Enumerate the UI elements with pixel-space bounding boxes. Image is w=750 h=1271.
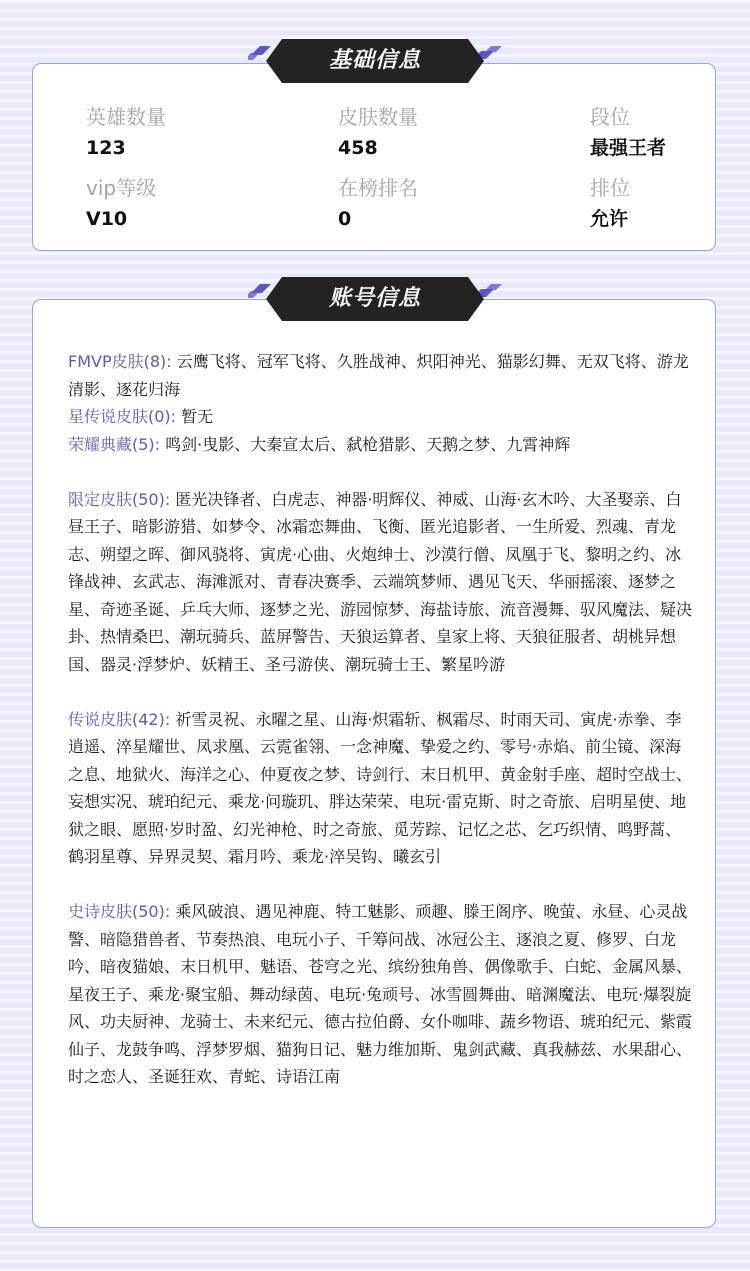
skin-category-label: 传说皮肤(42):	[68, 709, 171, 729]
stat-value: 458	[338, 137, 378, 159]
stat-label: 排位	[590, 176, 630, 200]
skin-category-label: FMVP皮肤(8):	[68, 352, 172, 371]
skin-items: 暂无	[181, 407, 214, 426]
stat-leaderboard	[338, 174, 418, 233]
section-title-account	[248, 275, 502, 323]
stat-label: vip等级	[86, 176, 157, 200]
basic-info-card	[32, 63, 716, 251]
skin-items: 云鹰飞将、冠军飞将、久胜战神、炽阳神光、猫影幻舞、无双飞将、游龙清影、逐花归海	[68, 352, 689, 399]
skin-category-label: 荣耀典藏(5):	[68, 434, 161, 454]
skin-items: 乘风破浪、遇见神鹿、特工魅影、顽趣、滕王阁序、晚萤、永昼、心灵战警、暗隐猎兽者、节奏热浪、电玩小子、千筹问战、冰冠公主、逐浪之夏、修罗、白龙吟、暗夜猫娘、末日机甲、魅语、苍穹之光、缤纷独角兽、偶像歌手、白蛇、金属风暴、星夜王子、乘龙·聚宝船、舞动绿茵、电玩·兔顽号、冰雪圆舞曲、暗渊魔法、电玩·爆裂旋风、功夫厨神、龙骑士、未来纪元、德古拉伯爵、女仆咖啡、蔬乡物语、琥珀纪元、紫霞仙子、龙鼓争鸣、浮梦罗烟、猫狗日记、魅力维加斯、鬼剑武藏、真我赫兹、水果甜心、时之恋人、圣诞狂欢、青蛇、诗语江南	[68, 902, 693, 1086]
skin-group-star-legend	[68, 403, 693, 431]
stat-label: 皮肤数量	[338, 105, 418, 129]
stat-label: 段位	[590, 105, 630, 129]
stat-label: 英雄数量	[86, 105, 166, 129]
stat-hero-count	[86, 103, 166, 162]
stat-rank	[590, 103, 666, 162]
skin-items: 鸣剑·曳影、大秦宣太后、弑枪猎影、天鹅之梦、九霄神辉	[165, 434, 571, 454]
skin-group-glory	[68, 431, 693, 459]
account-info-card	[32, 299, 716, 1228]
stat-value: 0	[338, 208, 352, 230]
skin-category-label: 限定皮肤(50):	[68, 489, 171, 509]
stat-value: 123	[86, 137, 126, 159]
stat-label: 在榜排名	[338, 176, 418, 200]
skin-items: 匿光决锋者、白虎志、神器·明辉仪、神威、山海·玄木吟、大圣娶亲、白昼王子、暗影游猎、如梦令、冰霜恋舞曲、飞衡、匿光追影者、一生所爱、烈魂、青龙志、朔望之晖、御风骁将、寅虎·心曲、火炮绅士、沙漠行僧、凤凰于飞、黎明之约、冰锋战神、玄武志、海滩派对、青春决赛季、云端筑梦师、遇见飞天、华丽摇滚、逐梦之星、奇迹圣诞、乒乓大师、逐梦之光、游园惊梦、海盐诗旅、流音漫舞、驭风魔法、疑决卦、热情桑巴、潮玩骑兵、蓝屏警告、天狼运算者、皇家上将、天狼征服者、胡桃异想国、器灵·浮梦炉、妖精王、圣弓游侠、潮玩骑士王、繁星吟游	[68, 489, 693, 674]
stat-ranked-play	[590, 174, 630, 233]
skin-group-legend	[68, 706, 693, 871]
stat-skin-count	[338, 103, 418, 162]
skin-group-epic	[68, 898, 693, 1091]
section-title-text: 基础信息	[328, 48, 421, 73]
skin-group-limited	[68, 486, 693, 679]
stat-value: 最强王者	[590, 137, 667, 159]
stat-value: 允许	[590, 208, 629, 230]
stat-value: V10	[86, 208, 128, 230]
skin-category-label: 星传说皮肤(0):	[68, 407, 177, 426]
skin-items: 祈雪灵祝、永曜之星、山海·炽霜斩、枫霜尽、时雨天司、寅虎·赤拳、李逍遥、淬星耀世、凤求凰、云霓雀翎、一念神魔、挚爱之约、零号·赤焰、前尘镜、深海之息、地狱火、海洋之心、仲夏夜之梦、诗剑行、末日机甲、黄金射手座、超时空战士、妄想实况、琥珀纪元、乘龙·问璇玑、胖达荣荣、电玩·雷克斯、时之奇旅、启明星使、地狱之眼、愿照·岁时盈、幻光神枪、时之奇旅、觅芳踪、记忆之芯、乞巧织情、鸣野蒿、鹤羽星尊、异界灵契、霜月吟、乘龙·淬吴钩、曦玄引	[68, 709, 693, 866]
stat-vip-level	[86, 174, 156, 233]
skin-list	[68, 348, 693, 1091]
skin-group-fmvp	[68, 348, 693, 403]
skin-category-label: 史诗皮肤(50):	[68, 902, 171, 921]
section-title-text: 账号信息	[328, 286, 421, 311]
section-title-basic	[248, 37, 502, 85]
